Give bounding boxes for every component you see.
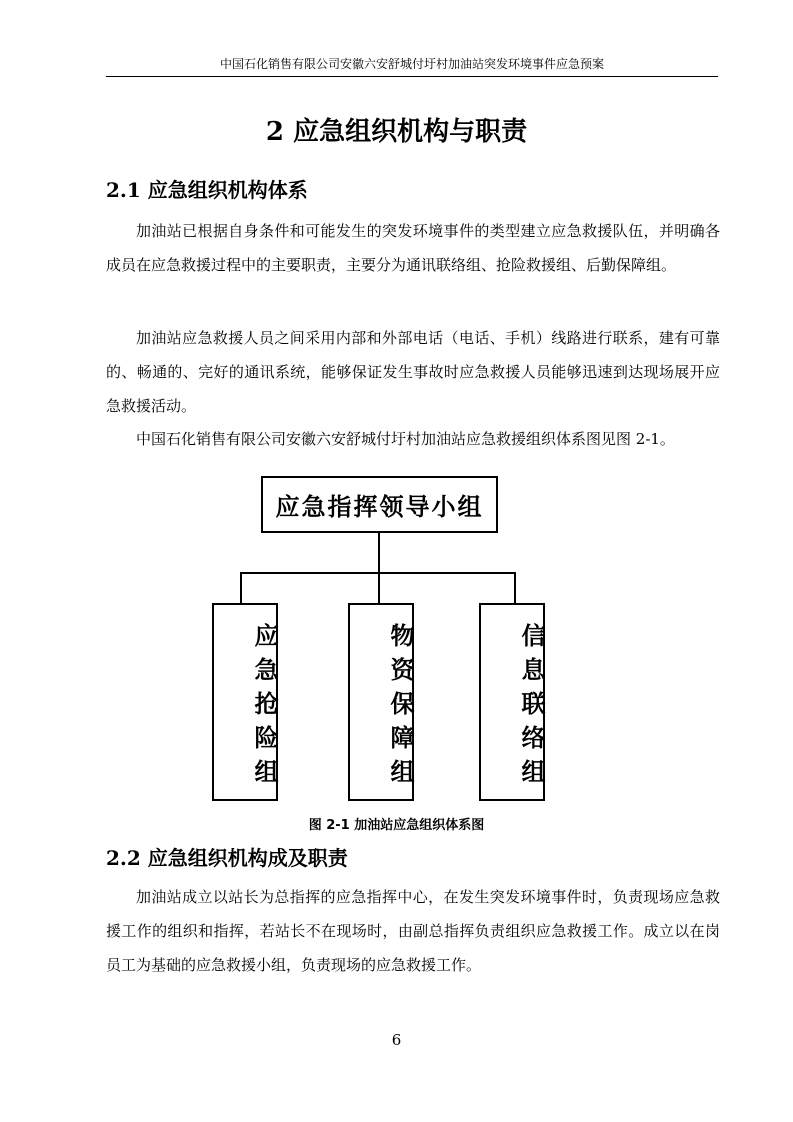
org-chart-connector	[514, 572, 516, 603]
paragraph: 加油站已根据自身条件和可能发生的突发环境事件的类型建立应急救援队伍，并明确各成员在应急救援过程中的主要职责，主要分为通讯联络组、抢险救援组、后勤保障组。	[106, 222, 720, 274]
org-chart-connector	[378, 533, 380, 573]
org-chart-group-box: 信息联络组	[479, 603, 545, 801]
org-chart-top-box: 应急指挥领导小组	[261, 476, 498, 533]
org-chart-group-box: 物资保障组	[348, 603, 414, 801]
org-chart-connector	[240, 572, 242, 603]
org-chart-group-box: 应急抢险组	[212, 603, 278, 801]
figure-caption: 图 2-1 加油站应急组织体系图	[308, 818, 485, 833]
paragraph: 中国石化销售有限公司安徽六安舒城付圩村加油站应急救援组织体系图见图 2-1。	[136, 430, 675, 448]
org-chart-connector	[378, 572, 380, 603]
chapter-title: 2 应急组织机构与职责	[265, 117, 528, 147]
paragraph: 加油站成立以站长为总指挥的应急指挥中心，在发生突发环境事件时，负责现场应急救援工作的组织和指挥，若站长不在现场时，由副总指挥负责组织应急救援工作。成立以在岗员工为基础的应急救援小组，负责现场的应急救援工作。	[106, 888, 720, 974]
paragraph: 加油站应急救援人员之间采用内部和外部电话（电话、手机）线路进行联系，建有可靠的、畅通的、完好的通讯系统，能够保证发生事故时应急救援人员能够迅速到达现场展开应急救援活动。	[106, 329, 720, 415]
section-title-2-2: 2.2 应急组织机构成及职责	[106, 846, 348, 870]
page-number: 6	[391, 1031, 402, 1049]
page-header: 中国石化销售有限公司安徽六安舒城付圩村加油站突发环境事件应急预案	[219, 57, 604, 71]
section-title-2-1: 2.1 应急组织机构体系	[106, 178, 308, 202]
header-divider	[106, 76, 718, 77]
